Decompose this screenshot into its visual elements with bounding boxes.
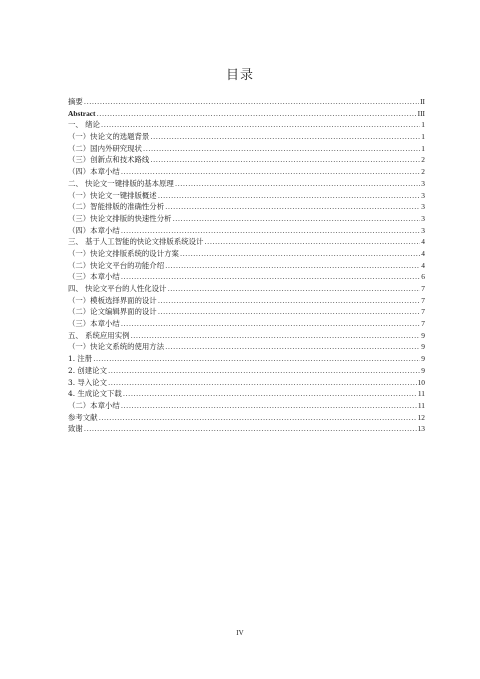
toc-entry-label: （三）本章小结 <box>68 272 120 282</box>
toc-entry[interactable] <box>68 143 425 155</box>
toc-leader-dots <box>84 423 417 435</box>
toc-entry-label: 致谢 <box>68 424 83 434</box>
toc-leader-dots <box>167 283 420 295</box>
toc-entry-page: 3 <box>421 213 425 223</box>
toc-entry-label: 五、 系统应用实例 <box>68 330 130 340</box>
toc-leader-dots <box>172 213 420 225</box>
toc-entry-label: （四）本章小结 <box>68 167 120 177</box>
toc-entry-page: 13 <box>417 424 425 434</box>
toc-entry-label: （一）快论文一键排版概述 <box>68 190 157 200</box>
toc-entry[interactable] <box>68 341 425 353</box>
toc-entry-label: （二）本章小结 <box>68 400 120 410</box>
toc-leader-dots <box>123 388 417 400</box>
toc-leader-dots <box>101 119 420 131</box>
toc-entry-page: 12 <box>417 412 425 422</box>
toc-entry-page: 1 <box>421 120 425 130</box>
toc-entry-page: 2 <box>421 167 425 177</box>
toc-leader-dots <box>165 341 420 353</box>
toc-entry[interactable] <box>68 295 425 307</box>
toc-entry[interactable] <box>68 365 425 377</box>
toc-entry[interactable] <box>68 353 425 365</box>
toc-entry-page: 7 <box>421 284 425 293</box>
toc-entry-page: III <box>417 108 425 118</box>
toc-leader-dots <box>150 154 420 166</box>
toc-leader-dots <box>165 201 420 213</box>
toc-leader-dots <box>121 400 417 412</box>
toc-entry-page: 1 <box>421 132 425 142</box>
toc-entry-page: 11 <box>417 400 425 410</box>
toc-leader-dots <box>121 318 421 330</box>
toc-leader-dots <box>130 330 420 342</box>
toc-leader-dots <box>204 236 420 248</box>
toc-entry[interactable] <box>68 248 425 260</box>
toc-leader-dots <box>93 353 420 365</box>
toc-entry-label: （一）模板选择界面的设计 <box>68 295 157 305</box>
toc-entry[interactable] <box>68 154 425 166</box>
toc-entry-label: 摘要 <box>68 97 83 106</box>
toc-entry-label: （二）论文编辑界面的设计 <box>68 307 157 317</box>
toc-entry[interactable] <box>68 178 425 190</box>
toc-entry-label: （四）本章小结 <box>68 225 120 235</box>
toc-leader-dots <box>143 143 420 155</box>
toc-entry-label: （一）快论文排版系统的设计方案 <box>68 248 179 258</box>
toc-leader-dots <box>121 225 421 237</box>
toc-leader-dots <box>99 412 417 424</box>
toc-entry-page: 4 <box>421 260 425 270</box>
toc-entry-page: II <box>420 97 425 106</box>
toc-entry[interactable] <box>68 96 425 108</box>
toc-entry-page: 9 <box>421 342 425 352</box>
toc-entry[interactable] <box>68 330 425 342</box>
toc-entry[interactable] <box>68 108 425 120</box>
toc-entry-label: 参考文献 <box>68 412 98 422</box>
toc-entry-page: 11 <box>417 389 425 399</box>
toc-entry-label: （三）快论文排版的快速性分析 <box>68 213 172 223</box>
toc-leader-dots <box>121 166 421 178</box>
toc-leader-dots <box>175 178 420 190</box>
toc-entry-label: （二）快论文平台的功能介绍 <box>68 260 165 270</box>
toc-entry-label: 4. 生成论文下载 <box>68 389 122 399</box>
toc-leader-dots <box>158 306 421 318</box>
toc-entry[interactable] <box>68 306 425 318</box>
toc-entry-page: 1 <box>421 143 425 153</box>
toc-entry-label: （二）国内外研究现状 <box>68 143 142 153</box>
page-title: 目录 <box>225 68 254 83</box>
toc-leader-dots <box>97 108 417 120</box>
toc-entry[interactable] <box>68 260 425 272</box>
toc-entry-page: 4 <box>421 248 425 258</box>
toc-entry-page: 9 <box>421 354 425 364</box>
toc-entry-label: 3. 导入论文 <box>68 377 107 387</box>
toc-entry[interactable] <box>68 190 425 202</box>
toc-entry[interactable] <box>68 225 425 237</box>
toc-entry-page: 9 <box>421 330 425 340</box>
toc-entry[interactable] <box>68 388 425 400</box>
toc-entry[interactable] <box>68 412 425 424</box>
toc-entry[interactable] <box>68 131 425 143</box>
toc-leader-dots <box>108 377 417 389</box>
toc-entry[interactable] <box>68 201 425 213</box>
table-of-contents <box>68 96 425 435</box>
toc-entry-page: 2 <box>421 155 425 165</box>
page-number: IV <box>236 629 244 637</box>
toc-entry-label: （一）快论文的选题背景 <box>68 132 150 142</box>
toc-entry-label: 二、 快论文一键排版的基本原理 <box>68 178 174 188</box>
toc-entry-page: 3 <box>421 225 425 235</box>
toc-leader-dots <box>150 131 420 143</box>
toc-entry[interactable] <box>68 377 425 389</box>
toc-entry-page: 7 <box>421 319 425 329</box>
toc-entry[interactable] <box>68 119 425 131</box>
toc-entry-page: 7 <box>421 295 425 305</box>
toc-leader-dots <box>158 190 421 202</box>
toc-leader-dots <box>158 295 421 307</box>
toc-entry-page: 4 <box>421 237 425 247</box>
toc-leader-dots <box>108 365 420 377</box>
toc-leader-dots <box>84 96 419 108</box>
toc-entry-page: 3 <box>421 178 425 188</box>
toc-entry-page: 3 <box>421 202 425 212</box>
toc-entry[interactable] <box>68 271 425 283</box>
toc-entry-page: 10 <box>417 377 425 387</box>
toc-leader-dots <box>180 248 420 260</box>
toc-entry[interactable] <box>68 400 425 412</box>
toc-entry-label: （二）智能排版的准确性分析 <box>68 202 165 212</box>
toc-entry-label: （三）创新点和技术路线 <box>68 155 150 165</box>
toc-leader-dots <box>165 260 420 272</box>
toc-entry-label: 2. 创建论文 <box>68 365 107 375</box>
toc-entry-page: 6 <box>421 272 425 282</box>
toc-entry-page: 3 <box>421 190 425 200</box>
toc-entry[interactable] <box>68 213 425 225</box>
toc-entry-label: Abstract <box>68 108 96 118</box>
toc-entry[interactable] <box>68 236 425 248</box>
toc-entry[interactable] <box>68 166 425 178</box>
toc-entry[interactable] <box>68 423 425 435</box>
toc-entry-label: 三、 基于人工智能的快论文排版系统设计 <box>68 237 204 247</box>
toc-entry-label: 一、 绪论 <box>68 120 100 130</box>
toc-entry[interactable] <box>68 318 425 330</box>
toc-entry[interactable] <box>68 283 425 295</box>
toc-entry-label: （一）快论文系统的使用方法 <box>68 342 165 352</box>
toc-entry-page: 9 <box>421 365 425 375</box>
toc-entry-label: 四、 快论文平台的人性化设计 <box>68 284 167 293</box>
toc-leader-dots <box>121 271 421 283</box>
toc-entry-label: （三）本章小结 <box>68 319 120 329</box>
toc-entry-label: 1. 注册 <box>68 354 93 364</box>
toc-entry-page: 7 <box>421 307 425 317</box>
